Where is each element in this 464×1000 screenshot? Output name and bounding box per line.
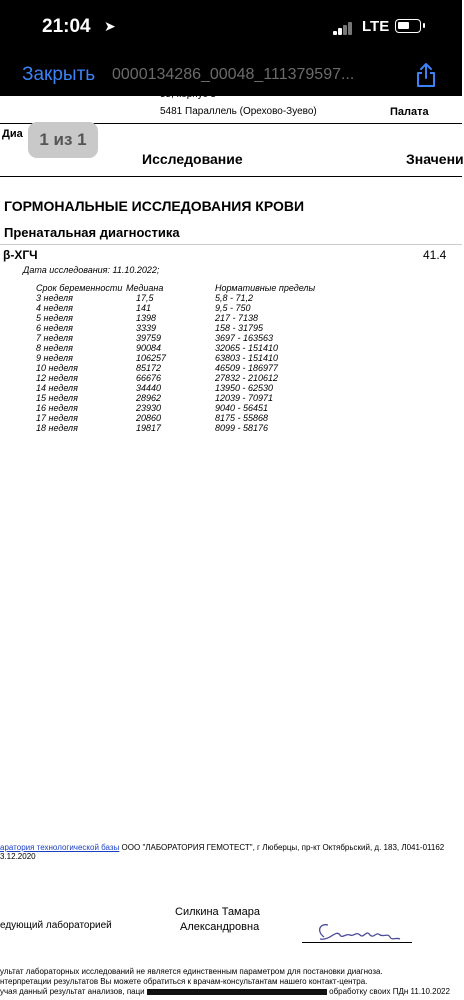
close-button[interactable]: Закрыть <box>22 64 96 85</box>
lead-title: едующий лабораторией <box>0 920 112 931</box>
ref-week: 4 неделя <box>36 303 73 313</box>
column-value: Значени <box>406 151 464 167</box>
divider <box>0 244 462 245</box>
ref-week: 6 неделя <box>36 323 73 333</box>
ref-median: 28962 <box>136 393 162 403</box>
ref-median: 34440 <box>136 383 162 393</box>
signer-name-line2: Александровна <box>180 921 260 933</box>
ref-median: 20860 <box>136 413 162 423</box>
ref-median: 39759 <box>136 333 162 343</box>
ref-median: 66676 <box>136 373 162 383</box>
disclaimer-line2: нтерпретации результатов Вы можете обратиться к врачам-консультантам нашего контакт-центра. <box>0 977 368 986</box>
diagnosis-label: Диа <box>2 128 23 140</box>
ref-week: 3 неделя <box>36 293 73 303</box>
ref-week: 9 неделя <box>36 353 73 363</box>
footer-text: ООО "ЛАБОРАТОРИЯ ГЕМОТЕСТ", г Люберцы, пр-кт Октябрьский, д. 183, Л041-01162 <box>119 843 445 852</box>
disclaimer-line3-start: учая данный результат анализов, паци <box>0 987 145 996</box>
footer-link[interactable]: аратория технологической базы <box>0 843 120 852</box>
signature-line <box>302 942 412 943</box>
ref-range: 158 - 31795 <box>215 323 264 333</box>
subsection-title: Пренатальная диагностика <box>4 225 180 240</box>
test-value: 41.4 <box>423 248 447 262</box>
palata-label: Палата <box>390 106 429 118</box>
lab-address: 5481 Параллель (Орехово-Зуево) <box>160 106 317 117</box>
viewer-toolbar <box>0 56 462 96</box>
ref-week: 10 неделя <box>36 363 78 373</box>
section-title: ГОРМОНАЛЬНЫЕ ИССЛЕДОВАНИЯ КРОВИ <box>4 198 305 214</box>
ref-range: 217 - 7138 <box>215 313 259 323</box>
ref-range: 13950 - 62530 <box>215 383 274 393</box>
disclaimer-line3-end: обработку своих ПДн 11.10.2022 <box>329 987 450 996</box>
test-date: Дата исследования: 11.10.2022; <box>23 265 160 275</box>
ref-median: 1398 <box>136 313 157 323</box>
signal-icon <box>333 21 353 35</box>
header-cut-text: 55, корпус 3 <box>160 89 216 100</box>
ref-range: 3697 - 163563 <box>215 333 274 343</box>
status-time: 21:04 <box>42 16 91 37</box>
ref-week: 14 неделя <box>36 383 78 393</box>
ref-range: 12039 - 70971 <box>215 393 274 403</box>
ref-week: 12 неделя <box>36 373 78 383</box>
disclaimer-line3 <box>0 987 450 996</box>
test-name: β-ХГЧ <box>3 248 38 262</box>
column-study: Исследование <box>142 151 243 167</box>
network-label: LTE <box>362 18 390 35</box>
ref-header-median: Медиана <box>126 283 164 293</box>
ref-week: 15 неделя <box>36 393 78 403</box>
ref-week: 16 неделя <box>36 403 78 413</box>
file-name: 0000134286_00048_111379597... <box>112 66 355 83</box>
ref-range: 46509 - 186977 <box>215 363 279 373</box>
ref-range: 9040 - 56451 <box>215 403 269 413</box>
ref-median: 106257 <box>136 353 167 363</box>
ref-range: 5,8 - 71,2 <box>215 293 254 303</box>
redaction-bar <box>147 989 327 995</box>
ref-week: 7 неделя <box>36 333 73 343</box>
ref-median: 17,5 <box>136 293 154 303</box>
ref-median: 85172 <box>136 363 162 373</box>
status-bar <box>0 0 462 56</box>
ref-week: 8 неделя <box>36 343 73 353</box>
share-icon[interactable] <box>414 62 438 88</box>
disclaimer-line1: ультат лабораторных исследований не является единственным параметром для постановки диагноза. <box>0 967 383 976</box>
ref-median: 19817 <box>136 423 162 433</box>
signer-name-line1: Силкина Тамара <box>175 906 260 918</box>
page-indicator: 1 из 1 <box>28 122 98 158</box>
battery-icon <box>395 19 421 33</box>
ref-range: 8099 - 58176 <box>215 423 269 433</box>
ref-week: 5 неделя <box>36 313 73 323</box>
ref-header-range: Нормативные пределы <box>215 283 316 293</box>
divider <box>0 176 462 177</box>
ref-range: 63803 - 151410 <box>215 353 279 363</box>
ref-week: 17 неделя <box>36 413 78 423</box>
location-arrow-icon: ➤ <box>104 18 116 34</box>
ref-median: 23930 <box>136 403 162 413</box>
ref-median: 141 <box>136 303 152 313</box>
ref-header-week: Срок беременности <box>36 283 123 293</box>
document-page[interactable] <box>0 89 464 1000</box>
ref-range: 8175 - 55868 <box>215 413 269 423</box>
ref-median: 90084 <box>136 343 162 353</box>
ref-range: 27832 - 210612 <box>215 373 279 383</box>
ref-range: 32065 - 151410 <box>215 343 279 353</box>
signature-image <box>310 911 410 951</box>
footer-date: 3.12.2020 <box>0 852 36 861</box>
ref-median: 3339 <box>136 323 157 333</box>
ref-range: 9,5 - 750 <box>215 303 251 313</box>
footer-organization <box>0 843 444 852</box>
ref-week: 18 неделя <box>36 423 78 433</box>
